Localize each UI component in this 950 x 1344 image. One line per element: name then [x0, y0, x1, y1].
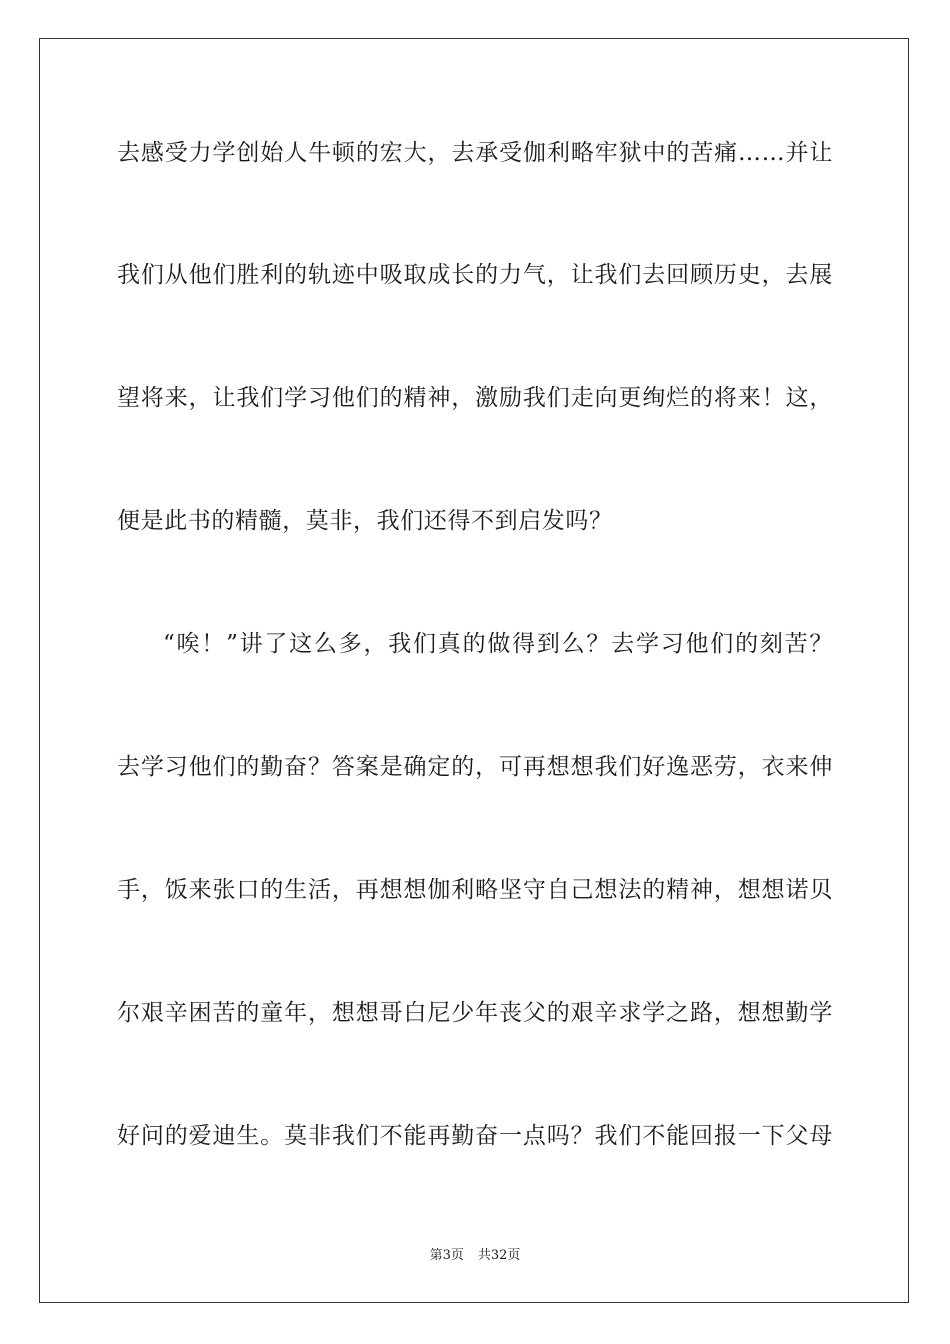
body-line-1: 去感受力学创始人牛顿的宏大，去承受伽利略牢狱中的苦痛……并让: [117, 140, 833, 166]
page-number: 第3页: [429, 1248, 464, 1263]
body-line-9: 好问的爱迪生。莫非我们不能再勤奋一点吗？我们不能回报一下父母: [117, 1123, 833, 1149]
body-line-6: 去学习他们的勤奋？答案是确定的，可再想想我们好逸恶劳，衣来伸: [117, 754, 833, 780]
page-footer: [0, 1248, 950, 1264]
body-line-5: “唉！”讲了这么多，我们真的做得到么？去学习他们的刻苦？: [163, 631, 833, 657]
body-line-8: 尔艰辛困苦的童年，想想哥白尼少年丧父的艰辛求学之路，想想勤学: [117, 1000, 833, 1026]
body-line-4: 便是此书的精髓，莫非，我们还得不到启发吗？: [117, 508, 613, 534]
page-total: 共32页: [477, 1248, 521, 1263]
page-border: [39, 38, 909, 1303]
body-line-7: 手，饭来张口的生活，再想想伽利略坚守自己想法的精神，想想诺贝: [117, 877, 833, 903]
body-line-2: 我们从他们胜利的轨迹中吸取成长的力气，让我们去回顾历史，去展: [117, 262, 833, 288]
body-line-3: 望将来，让我们学习他们的精神，激励我们走向更绚烂的将来！这，: [117, 385, 833, 411]
